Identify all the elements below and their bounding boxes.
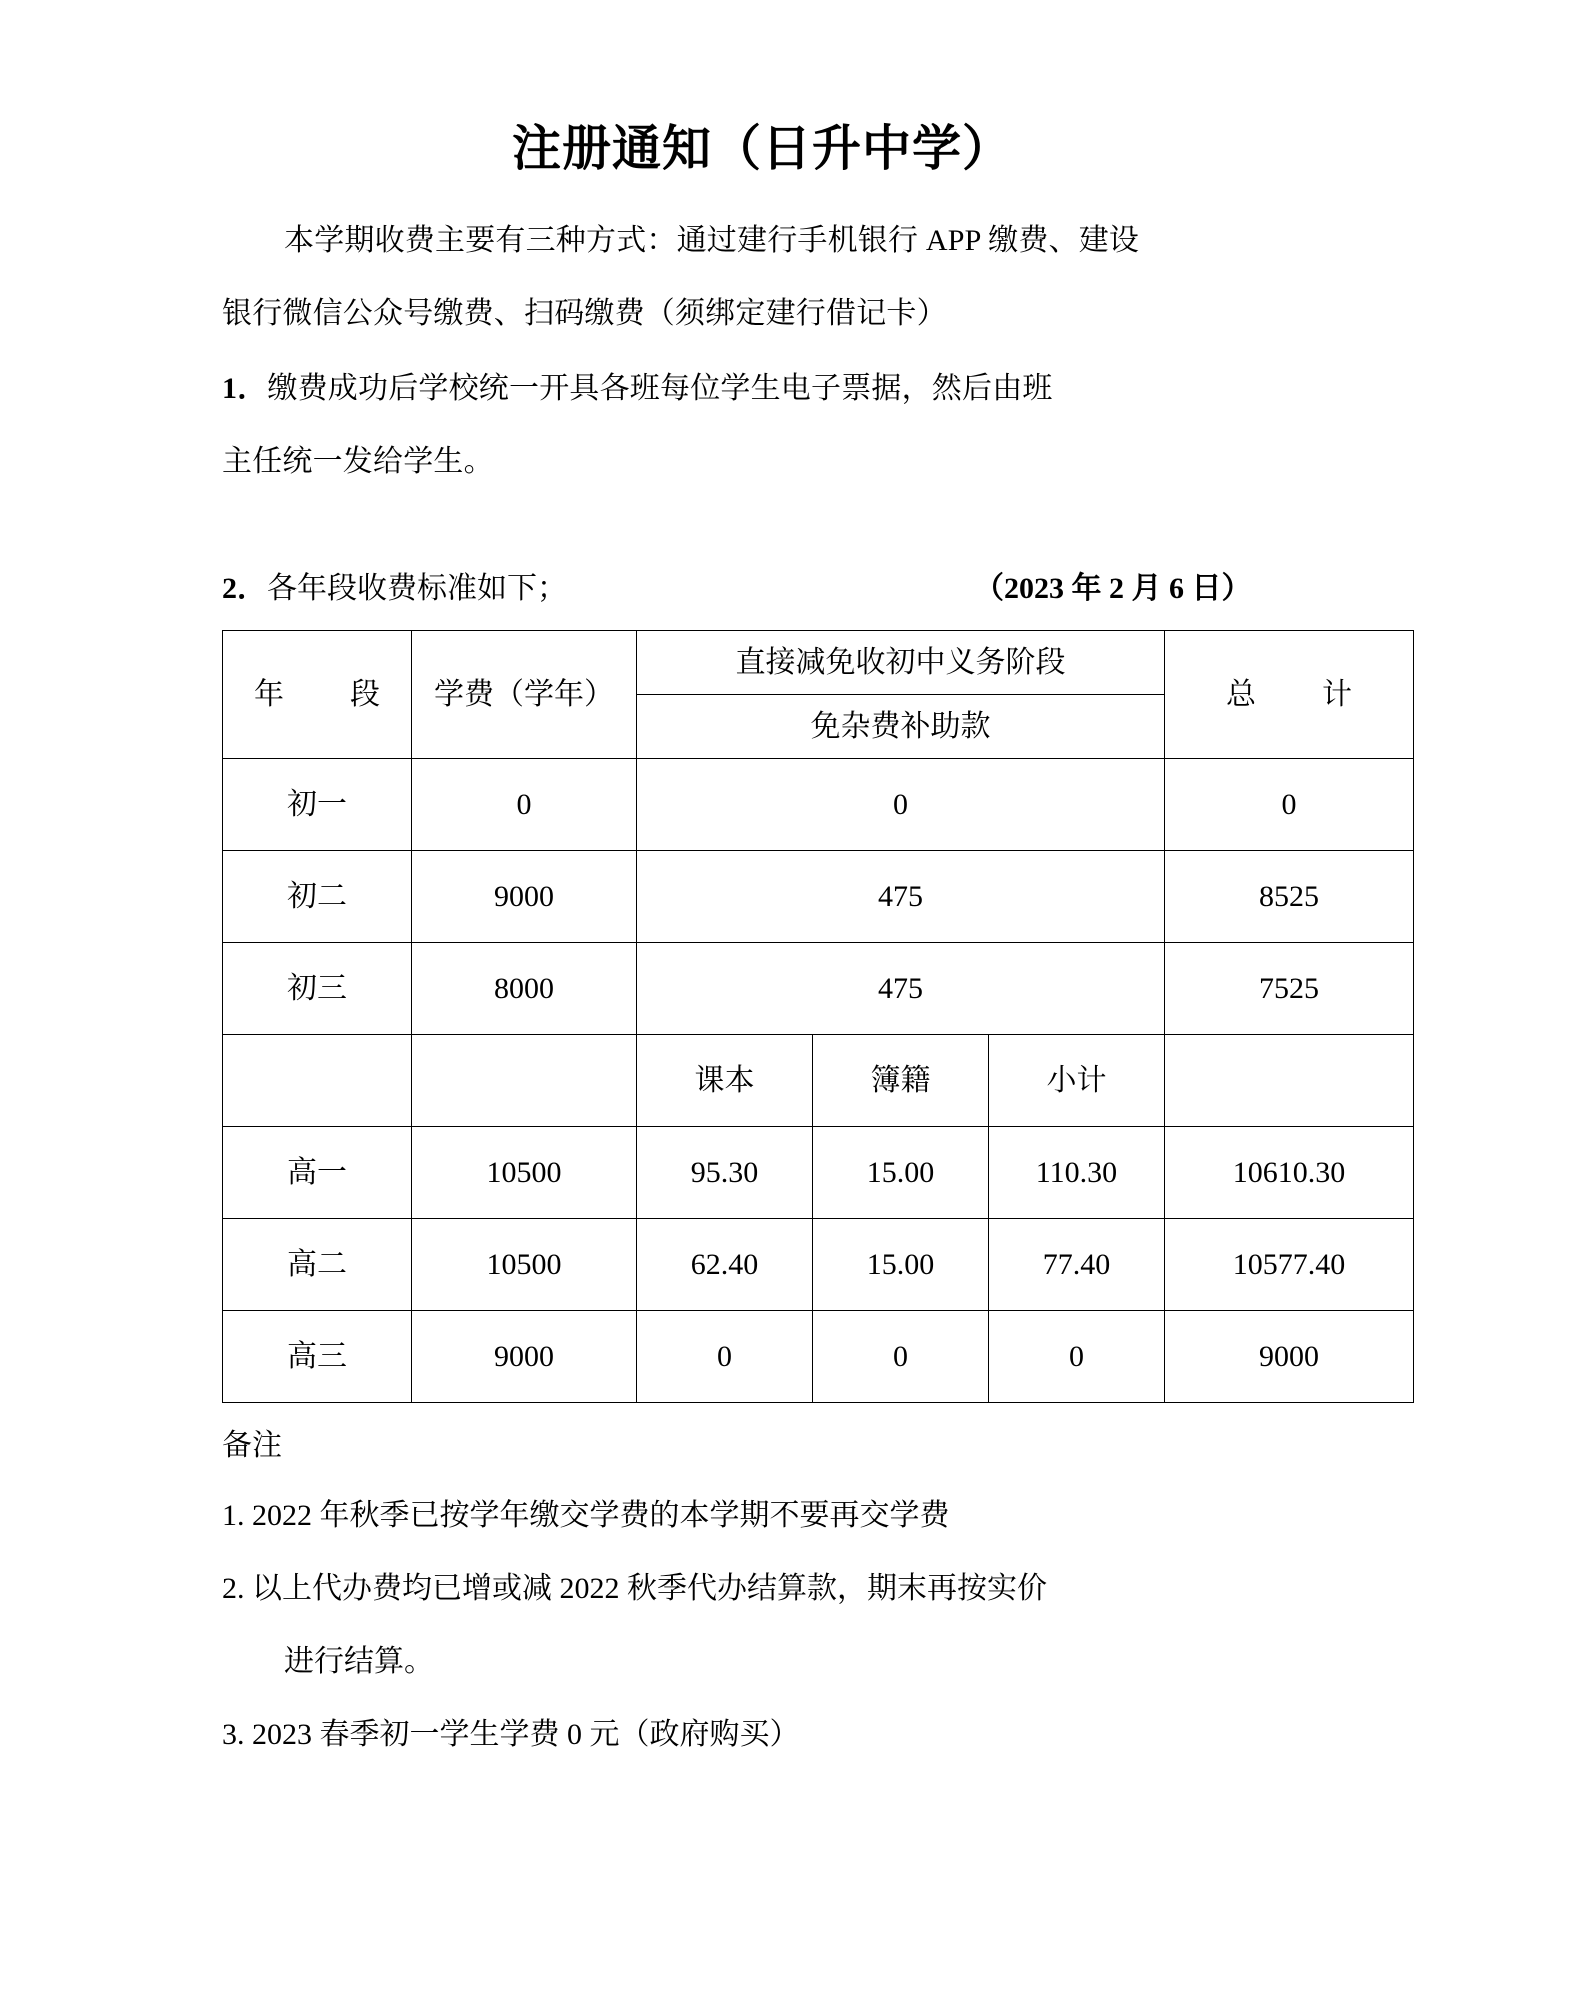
table-row <box>223 942 1414 1034</box>
intro-line-1: 本学期收费主要有三种方式：通过建行手机银行 APP 缴费、建设 <box>284 223 1140 257</box>
cell-grade: 初三 <box>223 942 412 1034</box>
table-row <box>223 758 1414 850</box>
cell-total: 9000 <box>1165 1310 1414 1402</box>
table-row <box>223 1310 1414 1402</box>
cell-notebook: 0 <box>813 1310 989 1402</box>
cell-tuition: 9000 <box>412 1310 637 1402</box>
table-subheader-row <box>223 1034 1414 1126</box>
header-year-segment <box>223 630 412 758</box>
cell-grade: 初一 <box>223 758 412 850</box>
note-item-3: 3. 2023 春季初一学生学费 0 元（政府购买） <box>222 1717 800 1751</box>
cell-total: 10577.40 <box>1165 1218 1414 1310</box>
cell-grade: 高二 <box>223 1218 412 1310</box>
header-textbook: 课本 <box>637 1034 813 1126</box>
cell-grade: 初二 <box>223 850 412 942</box>
note-item-2: 2. 以上代办费均已增或减 2022 秋季代办结算款，期末再按实价 <box>222 1571 1047 1605</box>
cell-subsidy: 0 <box>637 758 1165 850</box>
header-tuition: 学费（学年） <box>412 630 637 758</box>
item2-heading <box>222 560 1422 618</box>
header-notebook: 簿籍 <box>813 1034 989 1126</box>
cell-grade: 高一 <box>223 1126 412 1218</box>
notes-title: 备注 <box>222 1428 282 1462</box>
header-subtotal: 小计 <box>989 1034 1165 1126</box>
table-header-row-1 <box>223 630 1414 694</box>
header-year-segment-label: 年 段 <box>254 677 398 711</box>
fee-table-body <box>223 630 1414 1402</box>
item1-text-1: 缴费成功后学校统一开具各班每位学生电子票据，然后由班 <box>267 371 1053 405</box>
cell-subsidy: 475 <box>637 850 1165 942</box>
item2-date: （2023 年 2 月 6 日） <box>974 571 1252 605</box>
cell-total: 8525 <box>1165 850 1414 942</box>
cell-tuition: 10500 <box>412 1218 637 1310</box>
cell-tuition: 8000 <box>412 942 637 1034</box>
cell-total: 7525 <box>1165 942 1414 1034</box>
header-subsidy-line-1: 直接减免收初中义务阶段 <box>637 630 1165 694</box>
item2-label: 各年段收费标准如下； <box>267 571 567 605</box>
header-total-label: 总 计 <box>1226 677 1370 711</box>
cell-textbook: 62.40 <box>637 1218 813 1310</box>
cell-subtotal: 0 <box>989 1310 1165 1402</box>
item1-line-1 <box>222 352 1422 425</box>
cell-total: 0 <box>1165 758 1414 850</box>
header-total <box>1165 630 1414 758</box>
cell-grade: 高三 <box>223 1310 412 1402</box>
cell-textbook: 95.30 <box>637 1126 813 1218</box>
cell-notebook: 15.00 <box>813 1126 989 1218</box>
item2-marker: 2． <box>222 571 267 605</box>
item1-line-2: 主任统一发给学生。 <box>222 444 494 478</box>
cell-textbook: 0 <box>637 1310 813 1402</box>
item1-marker: 1． <box>222 371 268 405</box>
cell-tuition: 0 <box>412 758 637 850</box>
fee-table <box>222 630 1414 1403</box>
header-subsidy-line-2: 免杂费补助款 <box>637 694 1165 758</box>
notes-section <box>222 1413 1422 1771</box>
intro-line-2: 银行微信公众号缴费、扫码缴费（须绑定建行借记卡） <box>222 296 947 330</box>
note-item-2-continued: 进行结算。 <box>284 1644 434 1678</box>
cell-total: 10610.30 <box>1165 1126 1414 1218</box>
table-row <box>223 1126 1414 1218</box>
cell-empty-tuition <box>412 1034 637 1126</box>
cell-subtotal: 110.30 <box>989 1126 1165 1218</box>
section-spacer <box>222 498 1422 560</box>
cell-empty-grade <box>223 1034 412 1126</box>
item2-left <box>222 572 567 605</box>
cell-subtotal: 77.40 <box>989 1218 1165 1310</box>
table-row <box>223 1218 1414 1310</box>
cell-notebook: 15.00 <box>813 1218 989 1310</box>
page-title: 注册通知（日升中学） <box>511 121 1012 176</box>
cell-tuition: 10500 <box>412 1126 637 1218</box>
cell-tuition: 9000 <box>412 850 637 942</box>
table-row <box>223 850 1414 942</box>
cell-empty-total <box>1165 1034 1414 1126</box>
note-item-1: 1. 2022 年秋季已按学年缴交学费的本学期不要再交学费 <box>222 1498 950 1532</box>
document-content <box>222 0 1422 1771</box>
cell-subsidy: 475 <box>637 942 1165 1034</box>
